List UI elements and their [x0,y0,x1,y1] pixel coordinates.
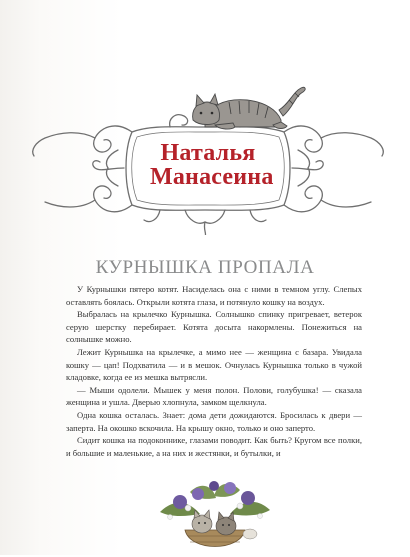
story-body [66,283,362,459]
story-title: КУРНЫШКА ПРОПАЛА [95,257,315,278]
author-last-name: Манасеина [150,164,274,190]
kittens-bouquet-icon [150,472,280,557]
paragraph: Лежит Курнышка на крылечке, а мимо нее — женщина с базара. Увидала кошку — цап! Подхватила — и в мешок. Очнулась Курнышка только в чужой кладовке, когда ее из мешка вытрясли. [66,346,362,383]
cat-icon [185,80,310,135]
paragraph: Одна кошка осталась. Знает: дома дети дожидаются. Бросилась к двери — заперта. На окошко вскочила. На крышу окно, только и оно заперто. [66,409,362,433]
paragraph: — Мыши одолели. Мышек у меня полон. Полови, голубушка! — сказала женщина и ушла. Дверью хлопнула, замком щелкнула. [66,384,362,408]
paragraph: У Курнышки пятеро котят. Насиделась она с ними в темном углу. Слепых оставлять боялась. Открыли котята глаза, и потянуло кошку на воздух. [66,284,362,307]
paragraph: Сидит кошка на подоконнике, глазами поводит. Как быть? Кругом все полки, и большие и маленькие, а на них и жестянки, и бутылки, и [66,435,362,458]
author-first-name: Наталья [160,140,256,166]
paragraph: Выбралась на крылечко Курнышка. Солнышко спинку пригревает, ветерок серую шерстку перебирает. Котята досыта накормлены. Понежиться на солнышке можно. [66,309,362,345]
